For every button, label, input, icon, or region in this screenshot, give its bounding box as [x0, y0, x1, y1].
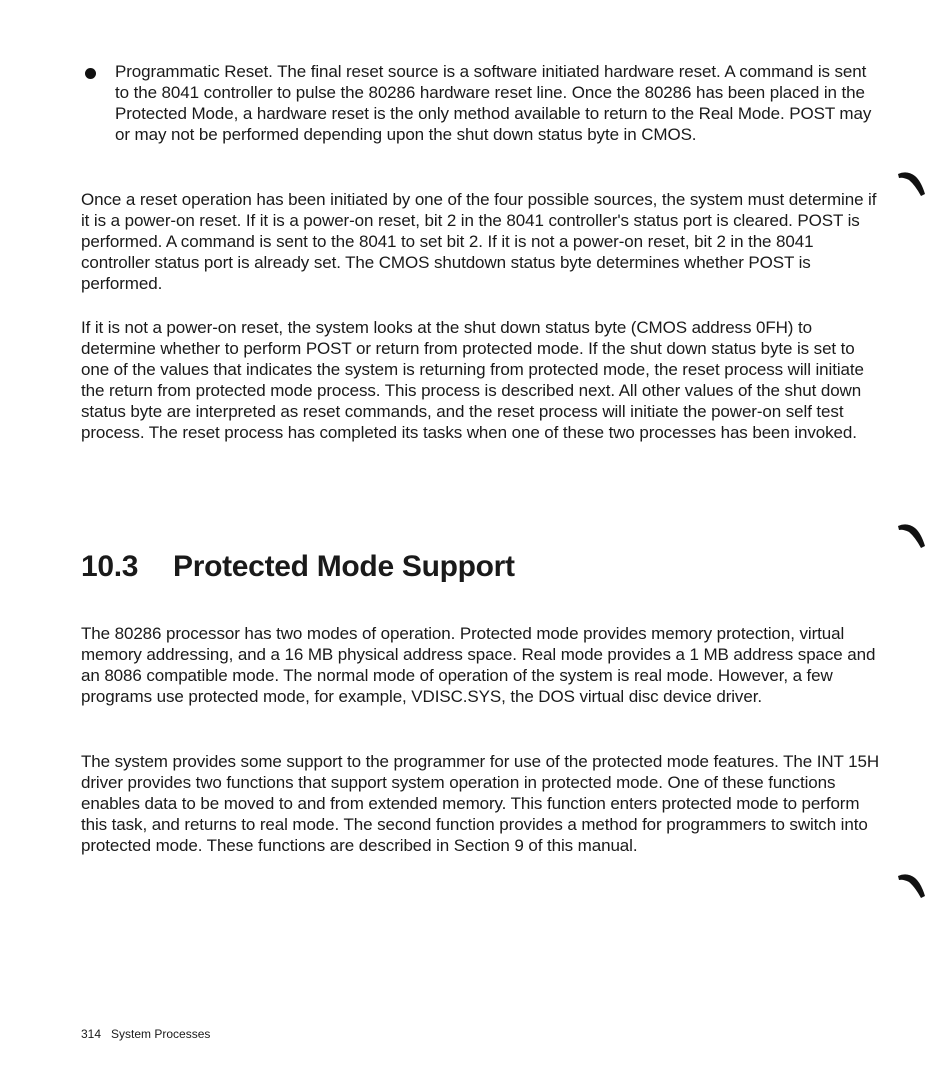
bullet-text: Programmatic Reset. The final reset source is a software initiated hardware reset. A command is sent to the 8041 controller to pulse the 80286 hardware reset line. Once the 80286 has been placed in the Protected Mode, a hardware reset is the only method available to return to the Real Mode. POST may or may not be performed depending upon the shut down status byte in CMOS. [115, 62, 872, 144]
page-number: 314 [81, 1027, 102, 1041]
paragraph-reset-operation: Once a reset operation has been initiated by one of the four possible sources, the system must determine if it is a power-on reset. If it is a power-on reset, bit 2 in the 8041 controller's status port is cleared. POST is performed. A command is sent to the 8041 to set bit 2. If it is not a power-on reset, bit 2 in the 8041 controller status port is already set. The CMOS shutdown status byte determines whether POST is performed. [81, 190, 877, 293]
bullet-point-icon [85, 68, 96, 79]
footer-chapter-title: System Processes [111, 1027, 211, 1041]
section-number: 10.3 [81, 550, 139, 583]
section-title: Protected Mode Support [173, 550, 515, 583]
binder-hole-mark-icon [897, 872, 927, 900]
binder-hole-mark-icon [897, 170, 927, 198]
page-footer [81, 1026, 210, 1042]
section-heading [81, 547, 515, 587]
binder-hole-mark-icon [897, 522, 927, 550]
paragraph-shutdown-status: If it is not a power-on reset, the system looks at the shut down status byte (CMOS address 0FH) to determine whether to perform POST or return from protected mode. If the shut down status byte is set to one of the values that indicates the system is returning from protected mode, the reset process will initiate the return from protected mode process. This process is described next. All other values of the shut down status byte are interpreted as reset commands, and the reset process will initiate the power-on self test process. The reset process has completed its tasks when one of these two processes has been invoked. [81, 318, 864, 442]
bullet-item-programmatic-reset [82, 61, 872, 145]
paragraph-protected-mode-features: The system provides some support to the programmer for use of the protected mode features. The INT 15H driver provides two functions that support system operation in protected mode. One of these functions enables data to be moved to and from extended memory. This function enters protected mode to perform this task, and returns to real mode. The second function provides a method for programmers to switch into protected mode. These functions are described in Section 9 of this manual. [81, 752, 880, 855]
paragraph-modes-of-operation: The 80286 processor has two modes of operation. Protected mode provides memory protection, virtual memory addressing, and a 16 MB physical address space. Real mode provides a 1 MB address space and an 8086 compatible mode. The normal mode of operation of the system is real mode. However, a few programs use protected mode, for example, VDISC.SYS, the DOS virtual disc device driver. [81, 624, 876, 706]
